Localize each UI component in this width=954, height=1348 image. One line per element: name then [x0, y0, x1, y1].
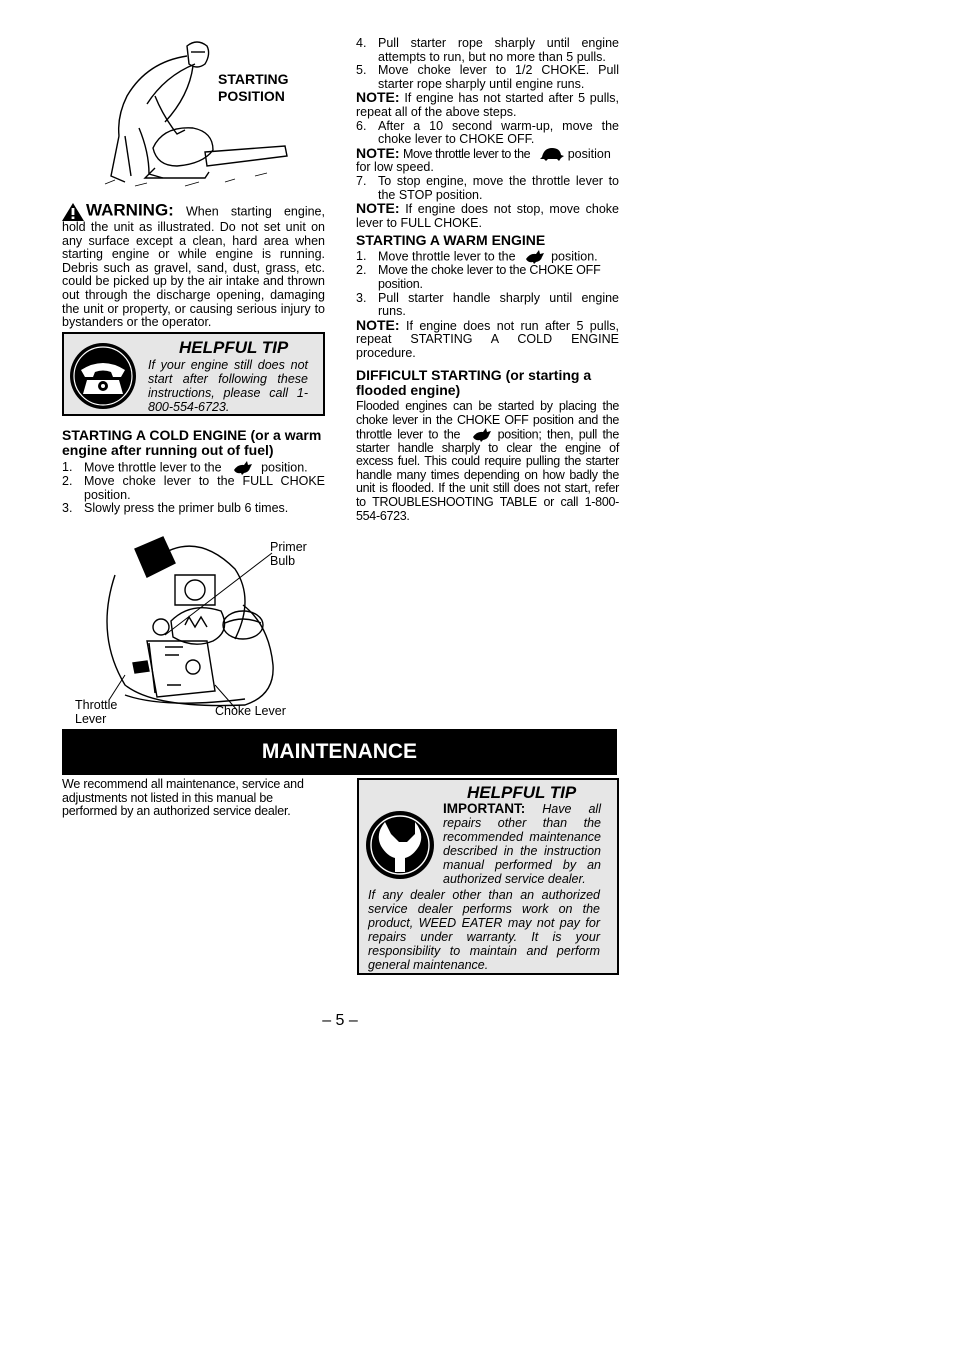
turtle-slow-icon	[538, 148, 564, 161]
warning-triangle-icon	[62, 203, 84, 221]
starting-position-label: STARTING POSITION	[218, 71, 289, 104]
warm-engine-heading: STARTING A WARM ENGINE	[356, 232, 546, 249]
difficult-starting-heading: DIFFICULT STARTING (or starting a flooded engine)	[356, 367, 592, 399]
note-paragraph: NOTE: If engine does not run after 5 pulls, repeat STARTING A COLD ENGINE procedure.	[356, 316, 619, 360]
telephone-icon	[69, 342, 137, 410]
list-item: 1. Move throttle lever to the position.	[356, 249, 598, 264]
warning-text: When starting engine, hold the unit as illustrated. Do not set unit on any surface except a clean, hard area when starting engine or while engine is running. Debris such as gravel, sand, dust, grass, etc. could be picked up by the air intake and thrown out through the discharge opening, damaging the unit or property, or causing serious injury to bystanders or the operator.	[62, 204, 325, 330]
maintenance-tip-box	[357, 778, 619, 975]
starting-position-illustration	[95, 36, 290, 191]
maintenance-tip-text: If any dealer other than an authorized service dealer performs work on the product, WEED EATER may not pay for repairs under warranty. It is your responsibility to maintain and perform general maintenance.	[368, 888, 600, 972]
page-number: – 5 –	[322, 1012, 358, 1029]
maintenance-intro: We recommend all maintenance, service and adjustments not listed in this manual be performed by an authorized service dealer.	[62, 777, 304, 819]
maintenance-banner: MAINTENANCE	[62, 729, 617, 775]
list-item: 3. Slowly press the primer bulb 6 times.	[62, 501, 289, 516]
choke-lever-label: Choke Lever	[215, 704, 286, 718]
throttle-lever-label: Throttle Lever	[75, 698, 118, 726]
warning-paragraph	[62, 200, 325, 330]
cold-engine-section	[62, 428, 325, 516]
note-paragraph: NOTE: If engine has not started after 5 pulls, repeat all of the above steps.	[356, 89, 619, 119]
list-item: 2. Move the choke lever to the CHOKE OFF position.	[356, 263, 601, 291]
helpful-tip-title: HELPFUL TIP	[179, 338, 289, 357]
wrench-icon	[365, 810, 435, 880]
helpful-tip-title: HELPFUL TIP	[467, 783, 577, 802]
list-item: 4. Pull starter rope sharply until engine attempts to run, but no more than 5 pulls.	[356, 36, 619, 64]
list-item: 6. After a 10 second warm-up, move the choke lever to CHOKE OFF.	[356, 118, 619, 147]
cold-engine-heading: STARTING A COLD ENGINE (or a warm engine after running out of fuel)	[62, 427, 322, 458]
helpful-tip-box	[62, 332, 325, 416]
warning-title: WARNING:	[86, 200, 174, 220]
list-item: 3. Pull starter handle sharply until engine runs.	[356, 290, 619, 319]
list-item: 5. Move choke lever to 1/2 CHOKE. Pull starter rope sharply until engine runs.	[356, 63, 619, 91]
rabbit-fast-icon	[472, 428, 492, 442]
note-paragraph: NOTE: Move throttle lever to the position for low speed.	[356, 144, 611, 175]
note-paragraph: NOTE: If engine does not stop, move choke lever to FULL CHOKE.	[356, 200, 619, 230]
list-item: 2. Move choke lever to the FULL CHOKE position.	[62, 474, 325, 502]
difficult-starting-text: Flooded engines can be started by placing the choke lever in the CHOKE OFF position and the throttle lever to the position; then, pull the starter handle sharply to clear the engine of excess fuel. This could require pulling the starter handle many times depending on how badly the unit is flooded. If the unit still does not start, refer to TROUBLESHOOTING TABLE or call 1-800-554-6723.	[356, 399, 619, 523]
primer-bulb-label: Primer Bulb	[270, 540, 307, 568]
right-column	[356, 37, 619, 523]
helpful-tip-text: If your engine still does not start after following these instructions, please call 1-800-554-6723.	[148, 358, 308, 414]
list-item: 1. Move throttle lever to the position.	[62, 460, 308, 475]
list-item: 7. To stop engine, move the throttle lever to the STOP position.	[356, 173, 619, 202]
important-text: IMPORTANT: Have all repairs other than the recommended maintenance described in the instruction manual performed by an authorized service dealer.	[443, 801, 601, 886]
rabbit-fast-icon	[525, 250, 545, 264]
rabbit-fast-icon	[233, 461, 253, 475]
engine-controls-illustration	[95, 535, 275, 710]
